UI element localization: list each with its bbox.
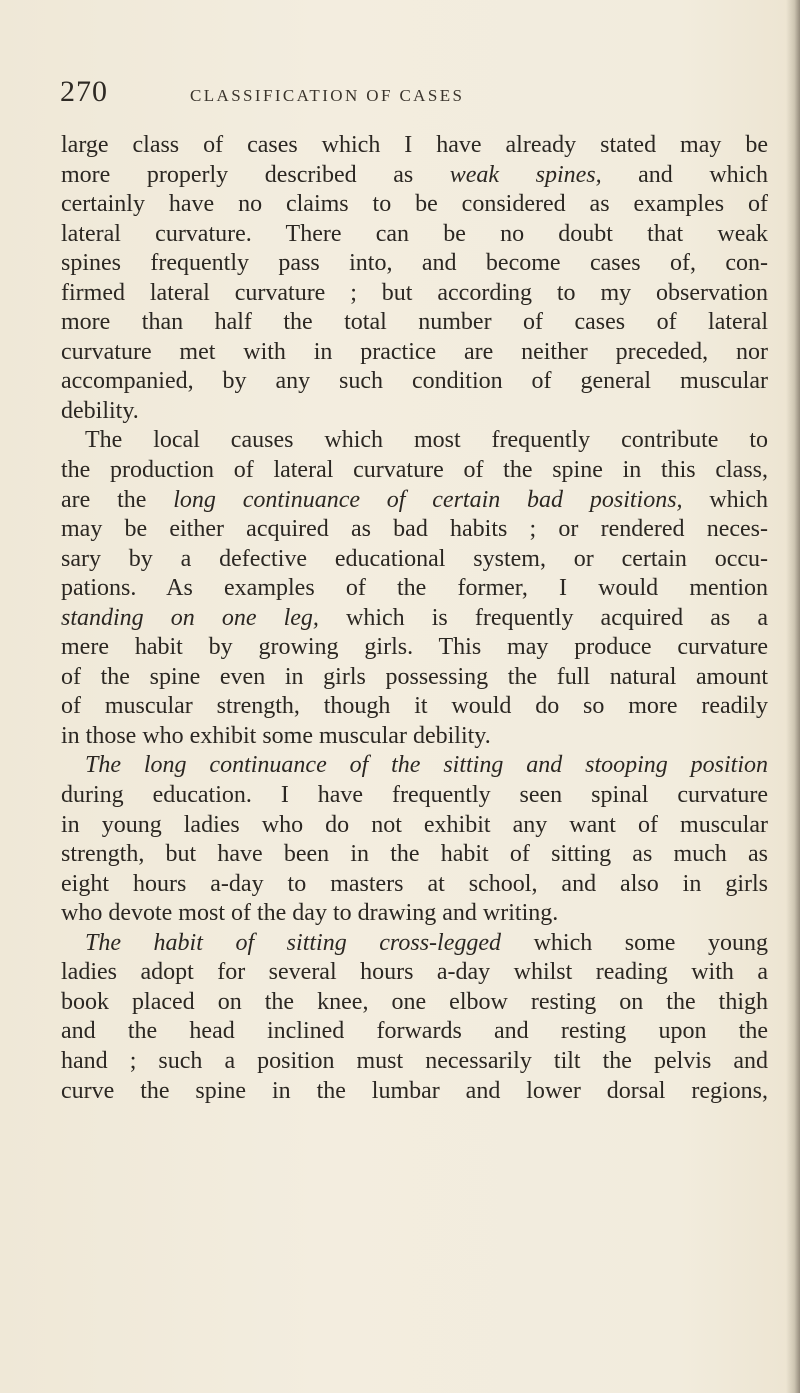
text-segment: sary by a defective educational system, or certain occu-: [61, 545, 768, 572]
text-segment: strength, but have been in the habit of sitting as much as: [61, 841, 768, 868]
text-line: [61, 604, 768, 634]
page-number: 270: [60, 75, 108, 108]
text-segment: of the spine even in girls possessing the full natural amount: [61, 663, 768, 690]
text-segment: spines frequently pass into, and become cases of, con-: [61, 250, 768, 277]
text-segment: in young ladies who do not exhibit any want of muscular: [61, 811, 768, 838]
text-segment: firmed lateral curvature ; but according to my observation: [61, 279, 768, 306]
italic-text: standing on one leg,: [61, 604, 319, 631]
text-line: [61, 456, 768, 486]
text-line: [61, 338, 768, 368]
text-line: [61, 1017, 768, 1047]
text-segment: The local causes which most frequently contribute to: [85, 427, 768, 454]
text-line: [61, 279, 768, 309]
text-line: [61, 397, 768, 427]
text-segment: more properly described as: [61, 161, 450, 188]
text-segment: the production of lateral curvature of the spine in this class,: [61, 457, 768, 484]
text-segment: who devote most of the day to drawing and writing.: [61, 900, 559, 927]
text-segment: which some young: [501, 929, 769, 956]
text-segment: and which: [601, 161, 768, 188]
text-line: [61, 367, 768, 397]
text-line: [61, 692, 768, 722]
text-line: [61, 190, 768, 220]
page-header: [0, 72, 800, 122]
body-text: [61, 131, 768, 1106]
text-line: [61, 988, 768, 1018]
text-segment: and the head inclined forwards and resting upon the: [61, 1018, 768, 1045]
italic-text: The habit of sitting cross-legged: [85, 929, 502, 956]
text-segment: mere habit by growing girls. This may produce curvature: [61, 634, 768, 661]
text-segment: which: [682, 486, 769, 513]
running-head: CLASSIFICATION OF CASES: [190, 86, 465, 105]
text-segment: eight hours a-day to masters at school, and also in girls: [61, 870, 768, 897]
text-segment: accompanied, by any such condition of general muscular: [61, 368, 768, 395]
text-segment: may be either acquired as bad habits ; or rendered neces-: [61, 516, 768, 543]
text-segment: in those who exhibit some muscular debility.: [61, 722, 491, 749]
text-line: [61, 811, 768, 841]
text-line: [61, 870, 768, 900]
text-line: [61, 131, 768, 161]
text-line: [61, 574, 768, 604]
text-segment: ladies adopt for several hours a-day whilst reading with a: [61, 959, 768, 986]
text-segment: certainly have no claims to be considered as examples of: [61, 191, 768, 218]
text-line: [61, 426, 768, 456]
text-line: [61, 751, 768, 781]
text-segment: curvature met with in practice are neither preceded, nor: [61, 338, 768, 365]
text-segment: pations. As examples of the former, I would mention: [61, 575, 768, 602]
text-line: [61, 249, 768, 279]
text-line: [61, 781, 768, 811]
italic-text: weak spines,: [449, 161, 602, 188]
page-edge-shadow: [786, 0, 800, 1393]
text-line: [61, 1077, 768, 1107]
text-segment: more than half the total number of cases of lateral: [61, 309, 768, 336]
text-line: [61, 722, 768, 752]
text-segment: curve the spine in the lumbar and lower dorsal regions,: [61, 1077, 768, 1104]
text-segment: hand ; such a position must necessarily tilt the pelvis and: [61, 1047, 768, 1074]
text-segment: debility.: [61, 397, 139, 424]
text-line: [61, 958, 768, 988]
text-line: [61, 220, 768, 250]
text-segment: book placed on the knee, one elbow resting on the thigh: [61, 988, 768, 1015]
text-line: [61, 663, 768, 693]
text-segment: lateral curvature. There can be no doubt that weak: [61, 220, 768, 247]
italic-text: long continuance of certain bad positions,: [173, 486, 683, 513]
text-segment: large class of cases which I have already stated may be: [61, 132, 768, 158]
text-line: [61, 545, 768, 575]
text-segment: are the: [61, 486, 174, 513]
text-segment: which is frequently acquired as a: [318, 604, 769, 631]
text-segment: during education. I have frequently seen spinal curvature: [61, 782, 768, 809]
text-line: [61, 840, 768, 870]
text-line: [61, 1047, 768, 1077]
text-segment: of muscular strength, though it would do so more readily: [61, 693, 768, 720]
text-line: [61, 486, 768, 516]
text-line: [61, 899, 768, 929]
italic-text: The long continuance of the sitting and stooping position: [85, 752, 768, 779]
text-line: [61, 633, 768, 663]
text-line: [61, 161, 768, 191]
text-line: [61, 929, 768, 959]
text-line: [61, 308, 768, 338]
text-line: [61, 515, 768, 545]
